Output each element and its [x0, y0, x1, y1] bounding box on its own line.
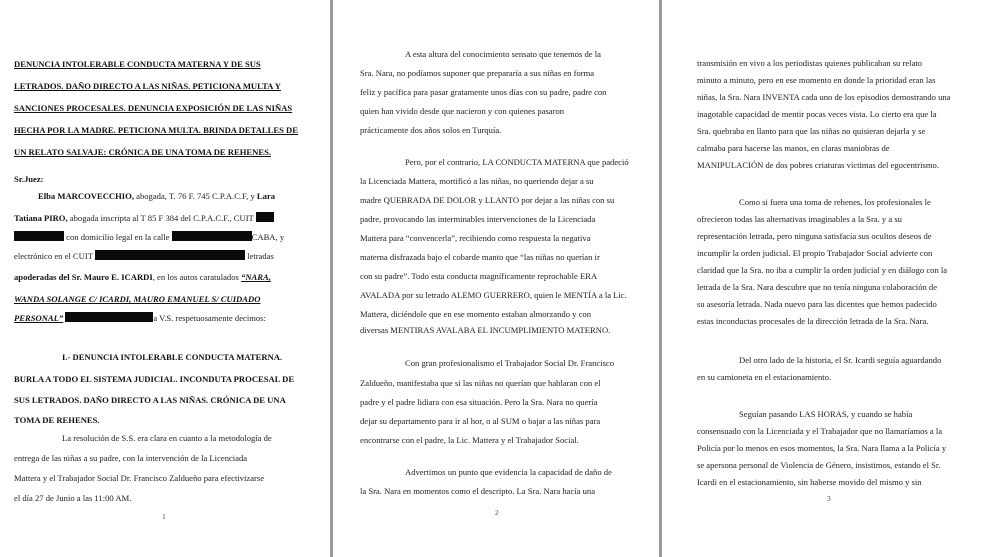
paragraph-line: padre y el padre lidiara con esa situación. Pero la Sra. Nara no quería — [360, 397, 598, 407]
paragraph-line: padre, provocando las interminables intervenciones de la Licenciada — [360, 214, 596, 224]
paragraph-line: dejar su departamento para ir al hor, o al SUM o bajar a las niñas para — [360, 416, 601, 426]
paragraph-line: Mattera y el Trabajador Social Dr. Francisco Zaldueño para efectivizarse — [14, 473, 265, 483]
paragraph-line: Mattera para “convencerla”, recibiendo como respuesta la negativa — [360, 233, 591, 243]
redaction-bar — [14, 231, 64, 241]
paragraph-line: representación letrada, pero ninguna satisfacía sus ocultos deseos de — [697, 231, 932, 241]
page-number: 1 — [162, 512, 166, 521]
paragraph-line: Como si fuera una toma de rehenes, los profesionales le — [739, 197, 931, 207]
lawyer-name: Tatiana PIRO, — [14, 213, 68, 223]
paragraph-line: Icardi en el estacionamiento, sin haberse movido del mismo y sin — [697, 477, 922, 487]
intro-line-1: Elba MARCOVECCHIO, abogada, T. 76 F. 745 C.P.A.C.F, y Lara — [38, 191, 276, 201]
section-heading: I.- DENUNCIA INTOLERABLE CONDUCTA MATERNA. — [62, 352, 283, 362]
paragraph-line: Zaldueño, manifestaba que si las niñas no querían que hablaran con el — [360, 378, 601, 388]
paragraph-line: Sra. quebraba en llanto para que las niñas no quisieran dejarla y se — [697, 126, 926, 136]
salutation: Sr.Juez: — [14, 174, 44, 184]
paragraph-line: La resolución de S.S. era clara en cuanto a la metodología de — [62, 433, 272, 443]
paragraph-line: Del otro lado de la historia, el Sr. Icardi seguía aguardando — [739, 355, 942, 365]
redaction-bar — [95, 250, 245, 260]
heading-line: HECHA POR LA MADRE. PETICIONA MULTA. BRINDA DETALLES DE — [14, 125, 298, 135]
section-heading: BURLA A TODO EL SISTEMA JUDICIAL. INCONDUTA PROCESAL DE — [14, 374, 295, 384]
paragraph-line: la Licenciada Mattera, mortificó a las niñas, no queriendo dejar a su — [360, 176, 594, 186]
heading-line: LETRADOS. DAÑO DIRECTO A LAS NIÑAS. PETICIONA MULTA Y — [14, 81, 281, 91]
paragraph-line: quien han vivido desde que nacieron y con quienes pasaron — [360, 106, 565, 116]
heading-line: DENUNCIA INTOLERABLE CONDUCTA MATERNA Y DE SUS — [14, 59, 261, 69]
paragraph-line: con su padre”. Todo esta conducta magníficamente reprochable ERA — [360, 271, 598, 281]
paragraph-line: Policía por lo menos en esos momentos, la Sra. Nara llama a la Policía y — [697, 443, 947, 453]
paragraph-line: transmisión en vivo a los periodistas quienes publicaban su relato — [697, 58, 923, 68]
paragraph-line: Seguían pasando LAS HORAS, y cuando se había — [739, 409, 913, 419]
paragraph-line: letrada de la Sra. Nara descubre que no tenía ninguna colaboración de — [697, 282, 938, 292]
paragraph-line: en su camioneta en el estacionamiento. — [697, 372, 832, 382]
page-number: 3 — [827, 494, 831, 503]
paragraph-line: Con gran profesionalismo el Trabajador Social Dr. Francisco — [405, 358, 615, 368]
document-page-3 — [662, 0, 992, 557]
paragraph-line: encontrarse con el padre, la Lic. Mattera y el Trabajador Social. — [360, 435, 579, 445]
paragraph-line: AVALADA por su letrado ALEMO GUERRERO, quien le MENTÍA a la Lic. — [360, 290, 627, 300]
paragraph-line: minuto a minuto, pero en ese momento en donde la prioridad eran las — [697, 75, 936, 85]
paragraph-line: A esta altura del conocimiento sensato que tenemos de la — [405, 49, 601, 59]
paragraph-line: el día 27 de Junio a las 11:00 AM. — [14, 493, 132, 503]
paragraph-line: Sra. Nara, no podíamos suponer que prepararía a sus niñas en forma — [360, 68, 595, 78]
paragraph-line: Pero, por el contrario, LA CONDUCTA MATERNA que padeció — [405, 157, 629, 167]
redaction-bar — [65, 312, 153, 322]
paragraph-line: Advertimos un punto que evidencia la capacidad de daño de — [405, 467, 612, 477]
paragraph-line: consensuado con la Licenciada y el Trabajador que no llamaríamos a la — [697, 426, 943, 436]
paragraph-line: prácticamente dos años solos en Turquía. — [360, 125, 502, 135]
section-heading: TOMA DE REHENES. — [14, 415, 100, 425]
paragraph-line: calmaba para hacerse las manos, en claras maniobras de — [697, 143, 890, 153]
paragraph-line: su asesoría letrada. Nada nuevo para las dicentes que hemos padecido — [697, 299, 937, 309]
redaction-bar — [256, 212, 274, 222]
paragraph-line: inagotable capacidad de mentir pocas veces vista. Lo cierto era que la — [697, 109, 937, 119]
paragraph-line: Mattera, diciéndole que en ese momento estaban almorzando y con — [360, 309, 591, 319]
paragraph-line: materna disfrazada bajo el cobarde manto que “las niñas no querían ir — [360, 252, 600, 262]
document-page-2 — [333, 0, 659, 557]
paragraph-line: claridad que la Sra. no iba a cumplir la orden judicial y en diálogo con la — [697, 265, 948, 275]
heading-line: SANCIONES PROCESALES. DENUNCIA EXPOSICIÓN DE LAS NIÑAS — [14, 103, 293, 113]
redaction-bar — [172, 231, 252, 241]
section-heading: SUS LETRADOS. DAÑO DIRECTO A LAS NIÑAS. CRÓNICA DE UNA — [14, 395, 286, 405]
intro-line-4: electrónico en el CUIT letradas — [14, 251, 274, 261]
case-title: WANDA SOLANGE C/ ICARDI, MAURO EMANUEL S/ CUIDADO — [14, 294, 261, 304]
paragraph-line: estas inconductas procesales de la dirección letrada de la Sra. Nara. — [697, 316, 929, 326]
page-number: 2 — [495, 508, 499, 517]
paragraph-line: diversas MENTIRAS AVALABA EL INCUMPLIMIENTO MATERNO. — [360, 325, 611, 335]
paragraph-line: entrega de las niñas a su padre, con la intervención de la Licenciada — [14, 453, 248, 463]
paragraph-line: ofrecieron todas las alternativas imaginables a la Sra. y a su — [697, 214, 902, 224]
intro-line-2: Tatiana PIRO, abogada inscripta al T 85 F 384 del C.P.A.C.F., CUIT — [14, 212, 274, 224]
intro-line-7: PERSONAL” a V.S. respetuosamente decimos: — [14, 313, 266, 323]
paragraph-line: MANIPULACIÓN de dos pobres criaturas víctimas del egocentrismo. — [697, 160, 940, 170]
lawyer-name: Elba MARCOVECCHIO, — [38, 191, 134, 201]
paragraph-line: feliz y pacífica para pasar gratamente unos días con su padre, padre con — [360, 87, 607, 97]
intro-line-5: apoderadas del Sr. Mauro E. ICARDI, en los autos caratulados “NARA, — [14, 272, 271, 282]
heading-line: UN RELATO SALVAJE: CRÓNICA DE UNA TOMA DE REHENES. — [14, 147, 271, 157]
paragraph-line: incumplir la orden judicial. El propio Trabajador Social advierte con — [697, 248, 933, 258]
paragraph-line: la Sra. Nara en momentos como el descripto. La Sra. Nara hacía una — [360, 486, 596, 496]
intro-line-3: con domicilio legal en la calle CABA, y — [14, 231, 284, 243]
paragraph-line: madre QUEBRADA DE DOLOR y LLANTO por dejar a las niñas con su — [360, 195, 615, 205]
paragraph-line: se apersona personal de Violencia de Género, insistimos, estando el Sr. — [697, 460, 941, 470]
document-page-1 — [0, 0, 330, 557]
paragraph-line: niñas, la Sra. Nara INVENTA cada uno de los episodios demostrando una — [697, 92, 951, 102]
